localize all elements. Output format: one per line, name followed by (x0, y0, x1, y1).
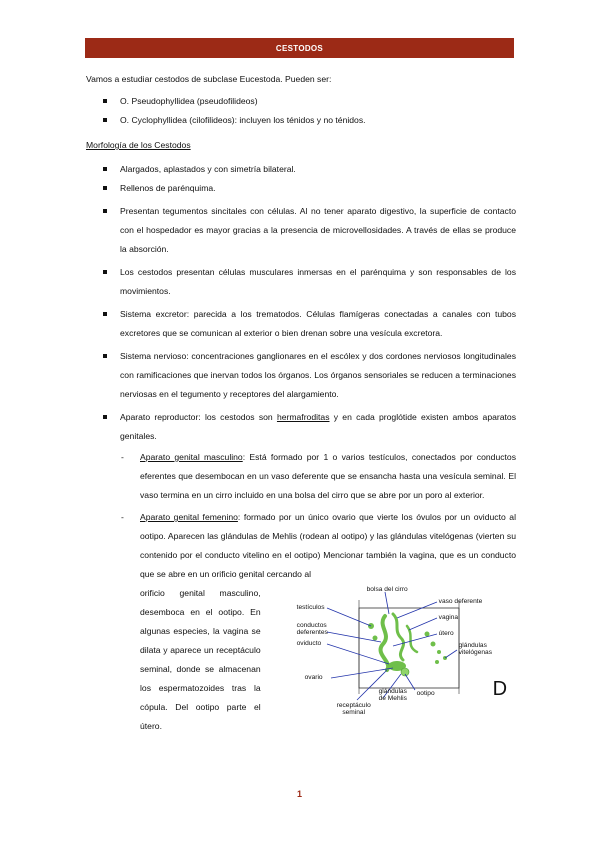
pointer-line (397, 602, 437, 618)
list-item: Los cestodos presentan células musculares inmersas en el parénquima y son responsables de los movimientos. (86, 263, 516, 301)
list-item: Sistema excretor: parecida a los trematodos. Células flamígeras conectadas a canales con tubos excretores que se comunican al exterior o bien drenan sobre una vesícula excretora. (86, 305, 516, 343)
label-conductos-deferentes: conductos deferentes (296, 622, 328, 636)
header-bar (85, 38, 514, 58)
label-glandulas-mehlis: glándulas de Mehlis (378, 688, 407, 702)
dash-marker: - (121, 452, 124, 462)
female-text-and-figure (140, 584, 516, 736)
pointer-line (385, 592, 389, 614)
label-testiculos: testículos (296, 604, 325, 611)
page-header-title: CESTODOS (275, 43, 324, 53)
label-ootipo: ootipo (416, 690, 435, 697)
section-title: Morfología de los Cestodos (86, 140, 191, 150)
dash-marker: - (121, 512, 124, 522)
pointer-line (445, 650, 457, 658)
page-number: 1 (296, 789, 302, 799)
bullet-icon (103, 167, 107, 171)
female-side-text: orificio genital masculino, desemboca en el ootipo. En algunas especies, la vagina se dilata y aparece un receptáculo seminal, donde se almacenan los espermatozoides tras la cópula. Del ootipo parte el útero. (140, 588, 261, 731)
testis-shape (424, 632, 429, 637)
list-item: O. Pseudophyllidea (pseudofilideos) (86, 92, 516, 111)
testis-shape (372, 636, 377, 641)
label-ovario: ovario (304, 674, 323, 681)
list-item: Presentan tegumentos sincitales con células. Al no tener aparato digestivo, la superficie de contacto con el hospedador es mayor gracias a la presencia de microvellosidades. A través de ellas se produce la absorción. (86, 202, 516, 259)
bullet-icon (103, 415, 107, 419)
genital-list (120, 448, 516, 736)
pointer-line (327, 608, 371, 626)
list-item: O. Cyclophyllidea (cilofilideos): incluyen los ténidos y no ténidos. (86, 111, 516, 130)
list-item: Alargados, aplastados y con simetría bilateral. (86, 160, 516, 179)
label-vaso-deferente: vaso deferente (438, 598, 483, 605)
bullet-icon (103, 99, 107, 103)
figure-letter: D (492, 678, 508, 700)
female-apparatus-title: Aparato genital femenino (140, 512, 238, 522)
male-apparatus-item: - Aparato genital masculino: Está formado por 1 o varios testículos, conectados por conductos eferentes que desembocan en un vaso deferente que se ensancha hasta una vesícula seminal. El vaso termina en un cirro incluido en una bolsa del cirro que se abre por un poro al exterior. (120, 448, 516, 505)
list-item: Rellenos de parénquima. (86, 179, 516, 198)
proglottid-figure (297, 586, 516, 726)
label-glandulas-vitelogenas: glándulas vitelógenas (458, 642, 492, 656)
label-vagina: vagina (438, 614, 459, 621)
bullet-icon (103, 186, 107, 190)
morphology-list (86, 160, 516, 736)
list-item: Sistema nervioso: concentraciones ganglionares en el escólex y dos cordones nerviosos longitudinales con ramificaciones que inervan todos los órganos. Los órganos sensoriales se reducen a terminaciones nerviosas en el tegumento y receptores del alargamiento. (86, 347, 516, 404)
bullet-icon (103, 270, 107, 274)
bullet-icon (103, 118, 107, 122)
proglottid-diagram (297, 586, 537, 726)
male-apparatus-title: Aparato genital masculino (140, 452, 243, 462)
document-body (86, 70, 516, 739)
bullet-icon (103, 209, 107, 213)
label-bolsa-cirro: bolsa del cirro (366, 586, 408, 593)
pointer-line (409, 618, 437, 630)
bullet-icon (103, 354, 107, 358)
testis-shape (430, 642, 435, 647)
orders-list (86, 92, 516, 130)
label-oviducto: oviducto (296, 640, 322, 647)
list-item-reproductor: Aparato reproductor: los cestodos son hermafroditas y en cada proglótide existen ambos aparatos genitales. - Aparato genital masculino: Está formado por 1 o varios testículos, conectados por conductos eferentes que desembocan en un vaso deferente que se ensancha hasta una vesícula seminal. El vaso termina en un cirro incluido en una bolsa del cirro que se abre por un poro al exterior. - Aparato genital femenino: formado por un único ovario que vierte los óvulos por un oviducto al ootipo. Aparecen las glándulas de Mehlis (rodean al ootipo) y las glándulas vitelógenas (vierten su contenido por el conducto vitelino en el ootipo) Mencionar también la vagina, que es un conducto que se abre en un orificio genital cercando al orificio genital masculino, desemboca en el ootipo. En algunas especies, la vagina se dilata y aparece un receptáculo seminal, donde se almacenan los espermatozoides tras la cópula. Del ootipo parte el útero. bolsa del cirro testículos vaso deferente vagina conductos deferentes oviducto útero glándulas vitelógenas ovario glándulas de Mehlis ootipo receptáculo seminal D (86, 408, 516, 736)
vagina-shape (407, 626, 417, 652)
mehlis-gland-shape (401, 668, 409, 676)
vitelline-gland-shape (437, 650, 441, 654)
vas-deferens-shape (393, 614, 404, 660)
vitelline-gland-shape (435, 660, 439, 664)
term-hermafroditas: hermafroditas (276, 412, 330, 422)
label-receptaculo-seminal: receptáculo seminal (336, 702, 371, 716)
intro-paragraph: Vamos a estudiar cestodos de subclase Eucestoda. Pueden ser: (86, 74, 332, 84)
female-apparatus-item: - Aparato genital femenino: formado por un único ovario que vierte los óvulos por un oviducto al ootipo. Aparecen las glándulas de Mehlis (rodean al ootipo) y las glándulas vitelógenas (vierten su contenido por el conducto vitelino en el ootipo) Mencionar también la vagina, que es un conducto que se abre en un orificio genital cercando al orificio genital masculino, desemboca en el ootipo. En algunas especies, la vagina se dilata y aparece un receptáculo seminal, donde se almacenan los espermatozoides tras la cópula. Del ootipo parte el útero. bolsa del cirro testículos vaso deferente vagina conductos deferentes oviducto útero glándulas vitelógenas ovario glándulas de Mehlis ootipo receptáculo seminal D (120, 508, 516, 736)
label-utero: útero (438, 630, 454, 637)
bullet-icon (103, 312, 107, 316)
